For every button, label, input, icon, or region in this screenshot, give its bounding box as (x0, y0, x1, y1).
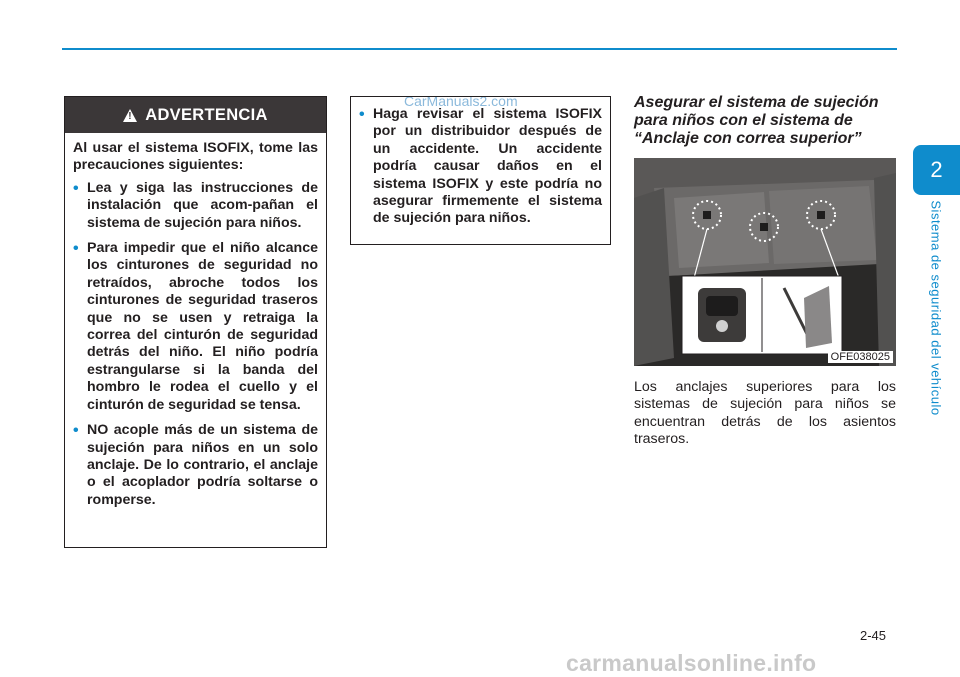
warning-bullet: • Lea y siga las instrucciones de instalación que acom-pañan el sistema de sujeción para niños. (73, 180, 318, 232)
anchor-illustration (634, 158, 896, 366)
warning-body (65, 133, 326, 509)
warning-bullet: • Para impedir que el niño alcance los cinturones de seguridad no retraídos, abroche todos los cinturones de seguridad traseros que no se usen y retraiga la correa del cinturón de seguridad detrás del niño. El niño podría estrangularse si la banda del hombro le rodea el cuello y el cinturón de seguridad se tensa. (73, 240, 318, 414)
chapter-tab[interactable] (913, 145, 960, 195)
watermark-bottom: carmanualsonline.info (566, 650, 817, 676)
warning-box (64, 96, 327, 548)
warning-triangle-icon: ! (123, 109, 137, 122)
warning-bullet: • Haga revisar el sistema ISOFIX por un distribuidor después de un accidente. Un accidente podría causar daños en el sistema ISOFIX y este podría no asegurar firmemente el sistema de sujeción para niños. (359, 106, 602, 228)
section-title: Asegurar el sistema de sujeción para niños con el sistema de “Anclaje con correa superior” (634, 94, 879, 147)
chapter-title: Sistema de seguridad del vehículo (928, 200, 944, 416)
section-body: Los anclajes superiores para los sistemas de sujeción para niños se encuentran detrás de los asientos traseros. (634, 379, 896, 448)
chapter-number: 2 (930, 157, 943, 182)
watermark-top: CarManuals2.com (404, 93, 518, 109)
warning-continued-box (350, 96, 611, 245)
warning-bullet: • NO acople más de un sistema de sujeción para niños en un solo anclaje. De lo contrario, el anclaje o el acoplador podría soltarse o romperse. (73, 422, 318, 509)
warning-intro: Al usar el sistema ISOFIX, tome las precauciones siguientes: (73, 140, 318, 174)
cargo-area-illustration (634, 158, 896, 366)
warning-header-label: ADVERTENCIA (145, 105, 268, 124)
warning-header (65, 97, 326, 133)
image-caption: OFE038025 (828, 351, 893, 363)
header-rule (62, 48, 897, 50)
page-number: 2-45 (860, 628, 887, 643)
